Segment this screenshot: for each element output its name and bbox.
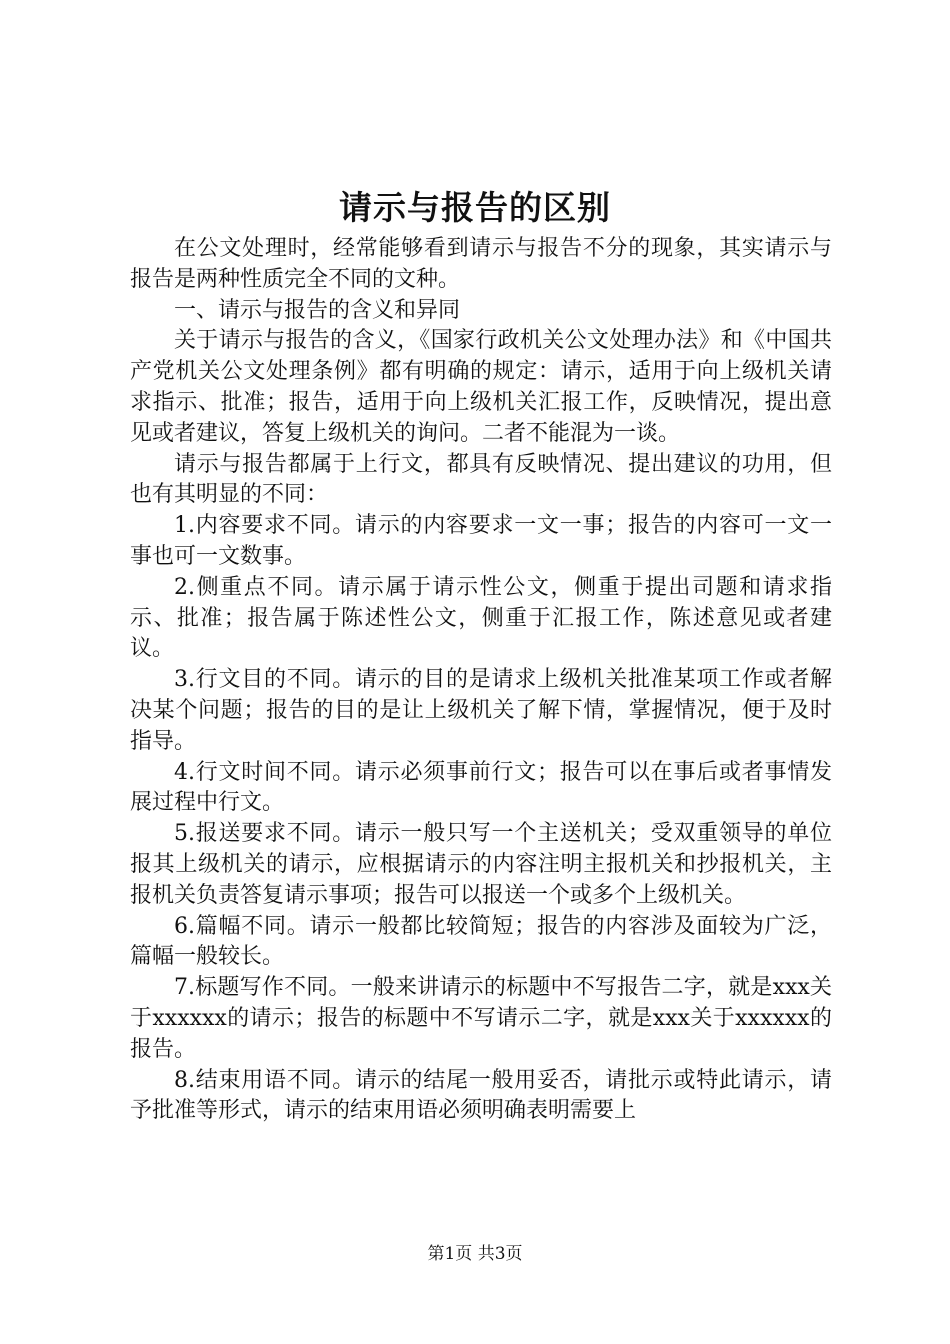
paragraph-intro: 在公文处理时，经常能够看到请示与报告不分的现象，其实请示与报告是两种性质完全不同的文种。 <box>130 236 832 292</box>
document-title: 请示与报告的区别 <box>339 188 611 227</box>
paragraph-comparison: 请示与报告都属于上行文，都具有反映情况、提出建议的功用，但也有其明显的不同： <box>130 451 832 508</box>
section-heading: 一、请示与报告的含义和异同 <box>174 297 461 323</box>
list-item-4: 4.行文时间不同。请示必须事前行文；报告可以在事后或者事情发展过程中行文。 <box>130 759 832 816</box>
list-item-2: 2.侧重点不同。请示属于请示性公文，侧重于提出司题和请求指示、批准；报告属于陈述性公文，侧重于汇报工作，陈述意见或者建议。 <box>130 574 832 662</box>
list-item-5: 5.报送要求不同。请示一般只写一个主送机关；受双重领导的单位报其上级机关的请示，应根据请示的内容注明主报机关和抄报机关，主报机关负责答复请示事项；报告可以报送一个或多个上级机关。 <box>130 821 832 908</box>
list-item-3: 3.行文目的不同。请示的目的是请求上级机关批准某项工作或者解决某个问题；报告的目的是让上级机关了解下情，掌握情况，便于及时指导。 <box>130 667 832 754</box>
paragraph-definition: 关于请示与报告的含义，《国家行政机关公文处理办法》和《中国共产党机关公文处理条例》都有明确的规定：请示，适用于向上级机关请求指示、批准；报告，适用于向上级机关汇报工作，反映情况，提出意见或者建议，答复上级机关的询问。二者不能混为一谈。 <box>130 328 832 446</box>
list-item-8: 8.结束用语不同。请示的结尾一般用妥否，请批示或特此请示，请予批准等形式，请示的结束用语必须明确表明需要上 <box>130 1067 832 1124</box>
page-number-footer: 第1页 共3页 <box>427 1244 523 1264</box>
document-body <box>130 234 832 1127</box>
list-item-6: 6.篇幅不同。请示一般都比较简短；报告的内容涉及面较为广泛，篇幅一般较长。 <box>130 913 832 970</box>
list-item-7: 7.标题写作不同。一般来讲请示的标题中不写报告二字，就是xxx关于xxxxxx的请示；报告的标题中不写请示二字，就是xxx关于xxxxxx的报告。 <box>130 975 832 1062</box>
list-item-1: 1.内容要求不同。请示的内容要求一文一事；报告的内容可一文一事也可一文数事。 <box>130 513 832 569</box>
